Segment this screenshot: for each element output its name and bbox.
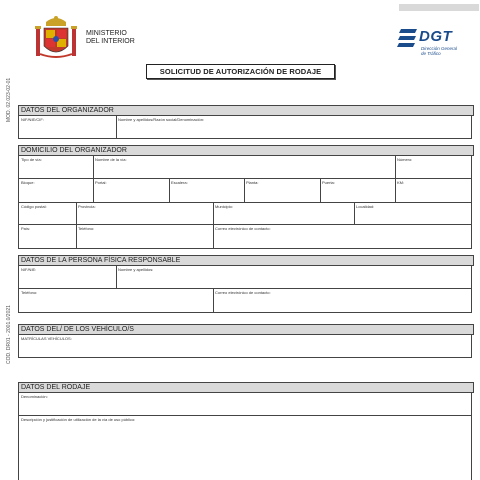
side-code-top: MOD. 02.023-02-01 [6, 77, 12, 122]
field-localidad[interactable]: Localidad: [356, 204, 375, 209]
ministry-line-1: MINISTERIO [86, 30, 127, 37]
coat-of-arms-icon [34, 14, 78, 62]
field-municipio[interactable]: Municipio: [215, 204, 234, 209]
document-title: SOLICITUD DE AUTORIZACIÓN DE RODAJE [146, 64, 335, 79]
field-numero[interactable]: Número: [397, 157, 413, 162]
field-nombre-organizador[interactable]: Nombre y apellidos/Razón social/Denominación: [118, 117, 205, 122]
field-pais[interactable]: País: [21, 226, 31, 231]
field-email-responsable[interactable]: Correo electrónico de contacto: [215, 290, 271, 295]
section-rodaje-title: DATOS DEL RODAJE [18, 382, 474, 393]
field-puerta[interactable]: Puerta: [322, 180, 335, 185]
field-bloque[interactable]: Bloque: [21, 180, 35, 185]
dgt-subtitle [421, 46, 457, 56]
section-domicilio-title: DOMICILIO DEL ORGANIZADOR [18, 145, 474, 156]
field-nif-responsable[interactable]: NIF/NIE: [21, 267, 37, 272]
section-domicilio-box [18, 156, 472, 249]
section-responsable-title: DATOS DE LA PERSONA FÍSICA RESPONSABLE [18, 255, 474, 266]
section-organizador-title: DATOS DEL ORGANIZADOR [18, 105, 474, 116]
ministry-line-2: DEL INTERIOR [86, 38, 135, 45]
field-nif-organizador[interactable]: NIF/NIE/CIF: [21, 117, 44, 122]
section-vehiculos-title: DATOS DEL/ DE LOS VEHÍCULO/S [18, 324, 474, 335]
field-provincia[interactable]: Provincia: [78, 204, 96, 209]
field-email-organizador[interactable]: Correo electrónico de contacto: [215, 226, 271, 231]
field-matriculas[interactable]: MATRÍCULAS VEHÍCULOS: [21, 336, 72, 341]
field-codigo-postal[interactable]: Código postal: [21, 204, 47, 209]
field-tipo-via[interactable]: Tipo de vía: [21, 157, 42, 162]
ministry-name [86, 30, 135, 46]
section-organizador-box [18, 116, 472, 139]
field-descripcion[interactable]: Descripción y justificación de utilización de la vía de uso público: [21, 417, 136, 422]
field-nombre-via[interactable]: Nombre de la vía: [95, 157, 127, 162]
field-denominacion[interactable]: Denominación: [21, 394, 48, 399]
field-nombre-responsable[interactable]: Nombre y apellidos: [118, 267, 154, 272]
side-code-bottom: COD. DR01 - 2001.0/2021 [6, 305, 12, 364]
field-telefono-responsable[interactable]: Teléfono: [21, 290, 38, 295]
field-telefono-organizador[interactable]: Teléfono: [78, 226, 95, 231]
field-km[interactable]: KM: [397, 180, 405, 185]
section-rodaje-box [18, 393, 472, 480]
dgt-sub-line-1: Dirección General [421, 46, 458, 51]
dgt-sub-line-2: de Tráfico [421, 51, 441, 56]
field-portal[interactable]: Portal: [95, 180, 107, 185]
section-responsable-box [18, 266, 472, 313]
section-vehiculos-box [18, 335, 472, 358]
dgt-logo-text: DGT [419, 28, 453, 45]
top-gray-bar [399, 4, 479, 11]
field-escalera[interactable]: Escalera: [171, 180, 188, 185]
field-planta[interactable]: Planta: [246, 180, 259, 185]
